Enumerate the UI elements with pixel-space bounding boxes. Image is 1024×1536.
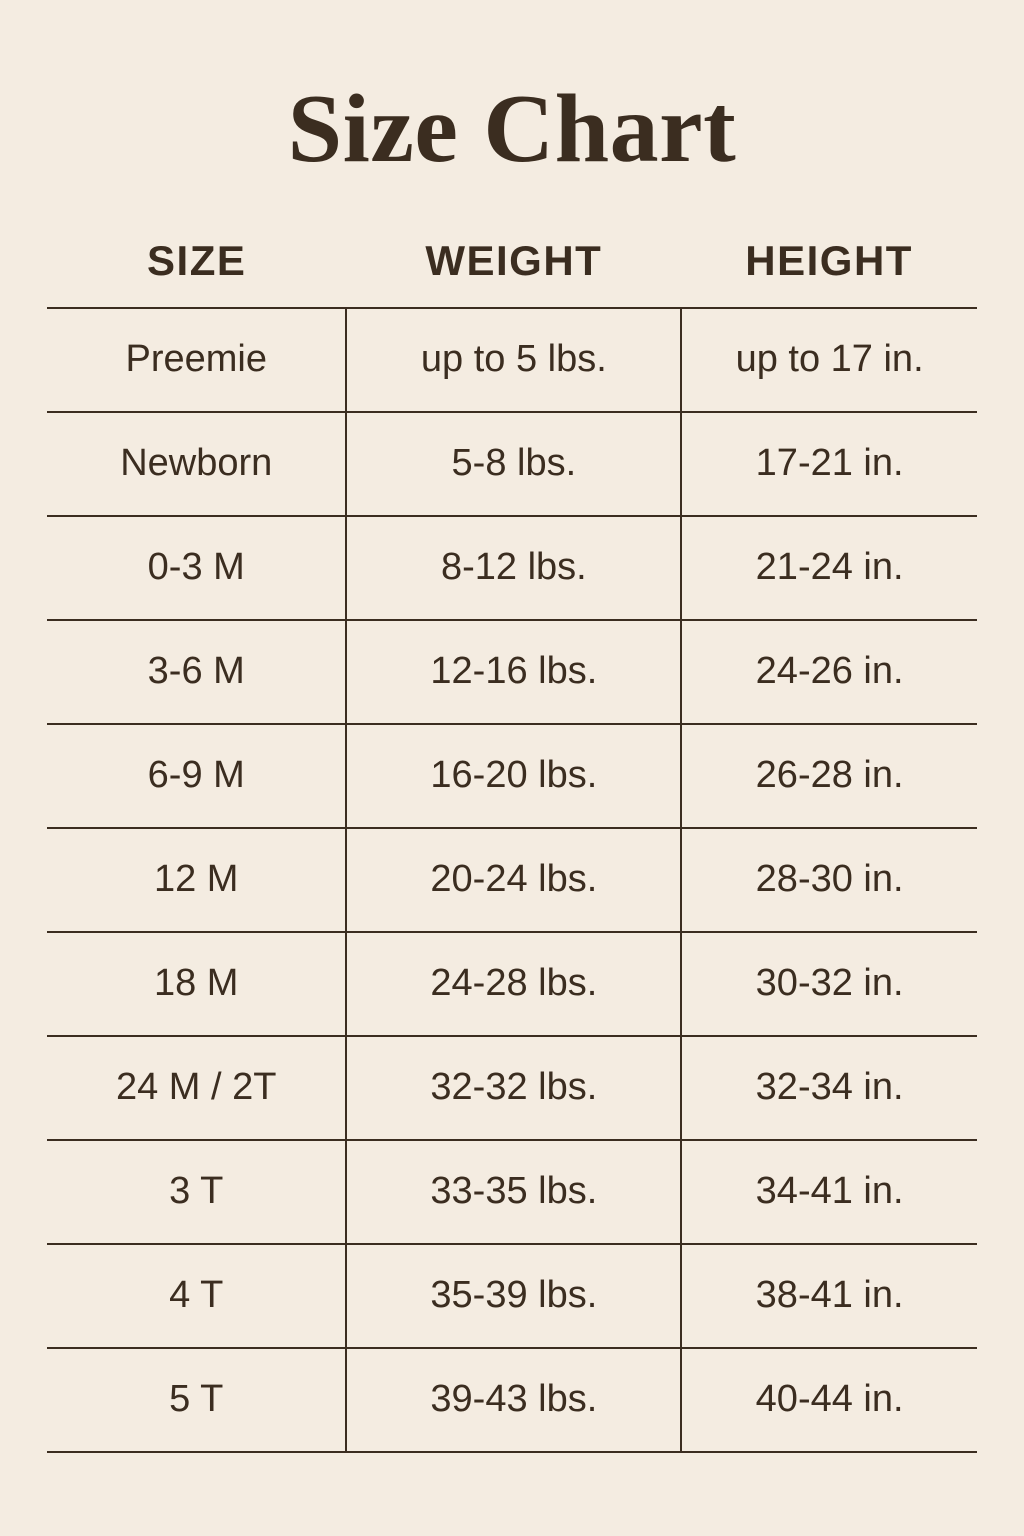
cell-height: 17-21 in. bbox=[681, 412, 977, 516]
cell-weight: 39-43 lbs. bbox=[346, 1348, 681, 1452]
cell-height: 30-32 in. bbox=[681, 932, 977, 1036]
table-body bbox=[47, 308, 977, 1452]
table-row bbox=[47, 412, 977, 516]
table-header-row bbox=[47, 237, 977, 308]
cell-size: 12 M bbox=[47, 828, 346, 932]
cell-weight: up to 5 lbs. bbox=[346, 308, 681, 412]
cell-size: 4 T bbox=[47, 1244, 346, 1348]
table-row bbox=[47, 1244, 977, 1348]
cell-height: 34-41 in. bbox=[681, 1140, 977, 1244]
cell-height: 26-28 in. bbox=[681, 724, 977, 828]
table-row bbox=[47, 620, 977, 724]
cell-height: 32-34 in. bbox=[681, 1036, 977, 1140]
cell-weight: 12-16 lbs. bbox=[346, 620, 681, 724]
table-row bbox=[47, 1140, 977, 1244]
cell-size: 5 T bbox=[47, 1348, 346, 1452]
cell-height: 24-26 in. bbox=[681, 620, 977, 724]
cell-weight: 24-28 lbs. bbox=[346, 932, 681, 1036]
size-chart-table-container bbox=[47, 181, 977, 1453]
table-row bbox=[47, 308, 977, 412]
cell-height: 40-44 in. bbox=[681, 1348, 977, 1452]
cell-weight: 16-20 lbs. bbox=[346, 724, 681, 828]
cell-weight: 32-32 lbs. bbox=[346, 1036, 681, 1140]
table-row bbox=[47, 1036, 977, 1140]
table-row bbox=[47, 724, 977, 828]
cell-size: 6-9 M bbox=[47, 724, 346, 828]
table-header bbox=[47, 237, 977, 308]
cell-height: up to 17 in. bbox=[681, 308, 977, 412]
page-title: Size Chart bbox=[287, 75, 737, 183]
column-header-size: SIZE bbox=[147, 236, 247, 284]
cell-weight: 33-35 lbs. bbox=[346, 1140, 681, 1244]
cell-height: 21-24 in. bbox=[681, 516, 977, 620]
cell-height: 38-41 in. bbox=[681, 1244, 977, 1348]
cell-size: 18 M bbox=[47, 932, 346, 1036]
table-row bbox=[47, 828, 977, 932]
column-header-height: HEIGHT bbox=[745, 236, 913, 284]
table-row bbox=[47, 1348, 977, 1452]
table-row bbox=[47, 932, 977, 1036]
cell-height: 28-30 in. bbox=[681, 828, 977, 932]
size-chart-table bbox=[47, 237, 977, 1453]
table-row bbox=[47, 516, 977, 620]
cell-weight: 35-39 lbs. bbox=[346, 1244, 681, 1348]
cell-size: 0-3 M bbox=[47, 516, 346, 620]
cell-weight: 8-12 lbs. bbox=[346, 516, 681, 620]
cell-weight: 20-24 lbs. bbox=[346, 828, 681, 932]
cell-size: 3 T bbox=[47, 1140, 346, 1244]
column-header-weight: WEIGHT bbox=[425, 236, 603, 284]
cell-size: 24 M / 2T bbox=[47, 1036, 346, 1140]
cell-size: 3-6 M bbox=[47, 620, 346, 724]
cell-size: Preemie bbox=[47, 308, 346, 412]
cell-size: Newborn bbox=[47, 412, 346, 516]
cell-weight: 5-8 lbs. bbox=[346, 412, 681, 516]
